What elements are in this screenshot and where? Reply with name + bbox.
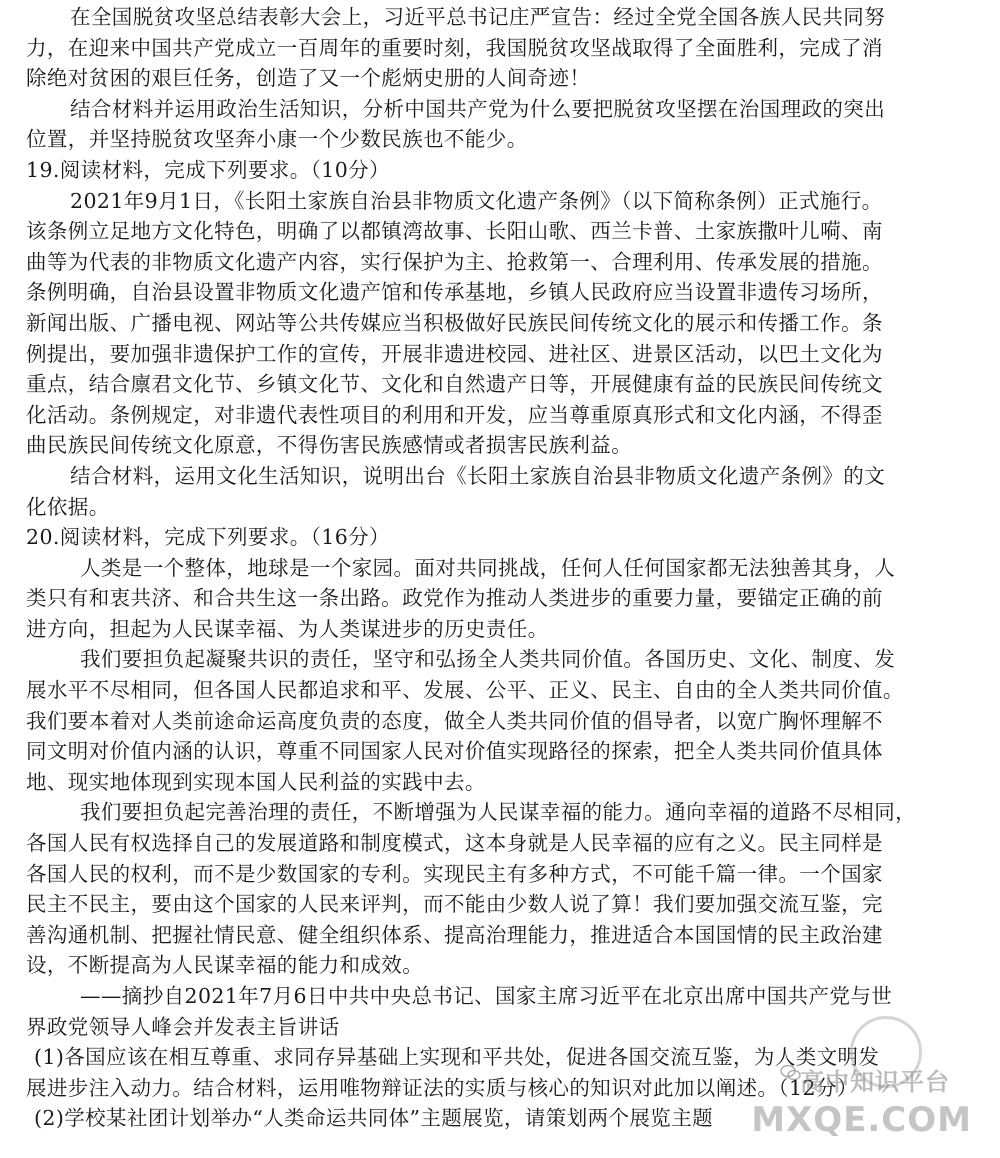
- paragraph-line: 2021年9月1日，《长阳土家族自治县非物质文化遗产条例》（以下简称条例）正式施行。: [70, 188, 883, 213]
- paragraph-line: 我们要担负起完善治理的责任，不断增强为人民谋幸福的能力。通向幸福的道路不尽相同，: [80, 800, 916, 825]
- paragraph-line: 展水平不尽相同，但各国人民都追求和平、发展、公平、正义、民主、自由的全人类共同价值。: [26, 678, 904, 703]
- paragraph-line: 类只有和衷共济、和合共生这一条出路。政党作为推动人类进步的重要力量，要锚定正确的前: [26, 586, 883, 611]
- paragraph-line: 曲民族民间传统文化原意，不得伤害民族感情或者损害民族利益。: [26, 433, 633, 458]
- paragraph-line: 在全国脱贫攻坚总结表彰大会上，习近平总书记庄严宣告：经过全党全国各族人民共同努: [70, 5, 886, 29]
- paragraph-line: 条例明确，自治县设置非物质文化遗产馆和传承基地，乡镇人民政府应当设置非遗传习场所，: [26, 280, 883, 305]
- paragraph-line: 设，不断提高为人民谋幸福的能力和成效。: [26, 953, 424, 978]
- question-20-heading: 20.阅读材料，完成下列要求。（16分）: [26, 525, 390, 550]
- source-citation-line: ——摘抄自2021年7月6日中共中央总书记、国家主席习近平在北京出席中国共产党与世: [80, 984, 893, 1008]
- sub-question-1-line: (1)各国应该在相互尊重、求同存异基础上实现和平共处，促进各国交流互鉴，为人类文明发: [34, 1045, 880, 1070]
- paragraph-line: 重点，结合廪君文化节、乡镇文化节、文化和自然遗产日等，开展健康有益的民族民间传统文: [26, 372, 883, 397]
- paragraph-line: 地、现实地体现到实现本国人民利益的实践中去。: [26, 769, 486, 794]
- paragraph-line: 除绝对贫困的艰巨任务，创造了又一个彪炳史册的人间奇迹！: [26, 66, 591, 91]
- question-prompt-line: 结合材料并运用政治生活知识，分析中国共产党为什么要把脱贫攻坚摆在治国理政的突出: [70, 96, 886, 121]
- paragraph-line: 力，在迎来中国共产党成立一百周年的重要时刻，我国脱贫攻坚战取得了全面胜利，完成了消: [26, 35, 883, 60]
- paragraph-line: 各国人民的权利，而不是少数国家的专利。实现民主有多种方式，不可能千篇一律。一个国家: [26, 861, 883, 886]
- paragraph-line: 曲等为代表的非物质文化遗产内容，实行保护为主、抢救第一、合理利用、传承发展的措施。: [26, 249, 883, 274]
- question-prompt-line: 结合材料，运用文化生活知识，说明出台《长阳土家族自治县非物质文化遗产条例》的文: [70, 463, 886, 488]
- watermark-text: 高中知识平台: [800, 1068, 950, 1096]
- sub-question-1-line: 展进步注入动力。结合材料，运用唯物辩证法的实质与核心的知识对此加以阐述。（12分）: [26, 1075, 858, 1100]
- paragraph-line: 人类是一个整体，地球是一个家园。面对共同挑战，任何人任何国家都无法独善其身，人: [80, 555, 896, 580]
- question-prompt-line: 位置，并坚持脱贫攻坚奔小康一个少数民族也不能少。: [26, 127, 528, 152]
- paragraph-line: 进方向，担起为人民谋幸福、为人类谋进步的历史责任。: [26, 616, 549, 641]
- paragraph-line: 善沟通机制、把握社情民意、健全组织体系、提高治理能力，推进适合本国国情的民主政治建: [26, 922, 883, 947]
- question-prompt-line: 化依据。: [26, 494, 110, 519]
- paragraph-line: 例提出，要加强非遗保护工作的宣传，开展非遗进校园、进社区、进景区活动，以巴土文化为: [26, 341, 883, 366]
- paragraph-line: 各国人民有权选择自己的发展道路和制度模式，这本身就是人民幸福的应有之义。民主同样是: [26, 831, 883, 856]
- paragraph-line: 该条例立足地方文化特色，明确了以都镇湾故事、长阳山歌、西兰卡普、土家族撒叶儿嗬、南: [26, 219, 883, 244]
- sub-question-2-line: (2)学校某社团计划举办“人类命运共同体”主题展览，请策划两个展览主题: [34, 1106, 713, 1131]
- paragraph-line: 新闻出版、广播电视、网站等公共传媒应当积极做好民族民间传统文化的展示和传播工作。条: [26, 310, 883, 335]
- watermark-url: MXQE.COM: [751, 1100, 972, 1140]
- paragraph-line: 同文明对价值内涵的认识，尊重不同国家人民对价值实现路径的探索，把全人类共同价值具体: [26, 739, 883, 764]
- paragraph-line: 民主不民主，要由这个国家的人民来评判，而不能由少数人说了算！我们要加强交流互鉴，完: [26, 892, 883, 917]
- paragraph-line: 我们要担负起凝聚共识的责任，坚守和弘扬全人类共同价值。各国历史、文化、制度、发: [80, 647, 896, 672]
- paragraph-line: 我们要本着对人类前途命运高度负责的态度，做全人类共同价值的倡导者，以宽广胸怀理解不: [26, 708, 883, 733]
- question-19-heading: 19.阅读材料，完成下列要求。（10分）: [26, 157, 390, 182]
- source-citation-line: 界政党领导人峰会并发表主旨讲话: [26, 1014, 340, 1039]
- paragraph-line: 化活动。条例规定，对非遗代表性项目的利用和开发，应当尊重原真形式和文化内涵，不得歪: [26, 402, 883, 427]
